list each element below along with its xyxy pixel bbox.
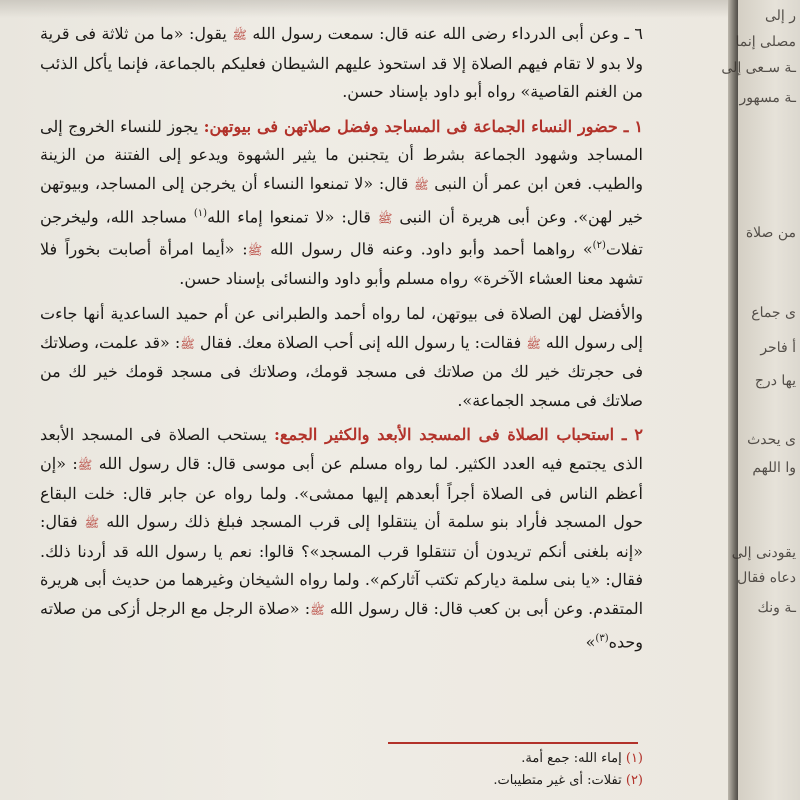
adjacent-text-fragment: ى يحدث [747, 432, 796, 448]
paragraph-afdal [40, 300, 643, 415]
saw-symbol: ﷺ [84, 516, 100, 531]
text-run: : «أيما امرأة أصابت بخوراً فلا تشهد معنا العشاء الآخرة» رواه مسلم وأبو داود والنسائى بإسناد حسن. [40, 239, 643, 289]
adjacent-text-fragment: يها درج [754, 373, 796, 389]
text-run: يستحب الصلاة فى المسجد الأبعد الذى يجتمع فيه العدد الكثير. لما رواه مسلم عن أبى موسى قال: قال رسول الله [40, 425, 643, 473]
text-run: ٦ ـ وعن أبى الدرداء رضى الله عنه قال: سمعت رسول الله [252, 24, 643, 43]
footnote-divider [388, 742, 638, 744]
main-text [40, 20, 643, 656]
adjacent-text-fragment: دعاه فقال [737, 570, 796, 586]
text-run: قال: «لا تمنعوا إماء الله [207, 206, 371, 226]
text-run: » [585, 631, 596, 651]
adjacent-text-fragment: ـة سـعى إلى [721, 60, 796, 76]
footnote-number: (١) [625, 751, 643, 766]
adjacent-text-fragment: يقودنى إلى [731, 545, 796, 561]
footnote-ref-1[interactable]: (١) [193, 207, 208, 219]
saw-symbol: ﷺ [232, 28, 247, 42]
adjacent-text-fragment: ـة ونك [757, 600, 796, 616]
saw-symbol: ﷺ [414, 177, 429, 192]
saw-symbol: ﷺ [77, 457, 93, 472]
text-run: : «قد علمت، وصلاتك فى حجرتك خير لك من صلاتك فى مسجد قومك، وصلاتك فى مسجد قومك خير لك من صلاتك فى مسجد الجماعة». [40, 332, 643, 410]
footnote-text: إماء الله: جمع أمة. [521, 751, 622, 766]
footnote-number: (٢) [625, 773, 643, 788]
top-shadow [0, 0, 735, 18]
saw-symbol: ﷺ [310, 602, 325, 617]
text-run: فقال: «إنه بلغنى أنكم تريدون أن تنتقلوا قرب المسجد»؟ قالوا: نعم يا رسول الله قد أردنا ذلك. فقال: «يا بنى سلمة دياركم تكتب آثاركم». ولما رواه الشيخان وغيرهما من حديث أبى هريرة المتقدم. وعن أبى بن كعب قال: قال رسول الله [40, 512, 644, 618]
footnote-ref-2[interactable]: (٢) [592, 240, 606, 252]
paragraph-section-1 [40, 113, 643, 294]
text-run: مساجد الله، وليخرجن تفلات [40, 206, 643, 259]
text-run: » رواهما أحمد وأبو داود. وعنه قال رسول الله [270, 239, 593, 259]
saw-symbol: ﷺ [526, 336, 541, 351]
saw-symbol: ﷺ [247, 243, 263, 258]
text-run: فقالت: يا رسول الله إنى أحب الصلاة معك. فقال [199, 332, 522, 352]
adjacent-text-fragment: وا اللهم [752, 460, 796, 476]
adjacent-text-fragment: من صلاة [745, 225, 796, 241]
text-run: والأفضل لهن الصلاة فى بيوتهن، لما رواه أحمد والطبرانى عن أم حميد الساعدية أنها جاءت إلى رسول الله [40, 304, 643, 352]
footnote-2 [493, 770, 643, 792]
footnote-1 [493, 748, 643, 770]
text-run: قال: «لا تمنعوا النساء أن يخرجن إلى المساجد، وبيوتهن خير لهن». وعن أبى هريرة أن النبى [40, 173, 643, 226]
saw-symbol: ﷺ [180, 336, 195, 351]
paragraph-section-2 [40, 421, 643, 656]
text-run: : «صلاة الرجل مع الرجل أزكى من صلاته وحده [40, 598, 643, 651]
text-run: يقول: «ما من ثلاثة فى قرية ولا بدو لا تقام فيهم الصلاة إلا قد استحوذ عليهم الشيطان فعليكم بالجماعة، فإنما يأكل الذئب من الغنم القاصية» رواه أبو داود بإسناد حسن. [40, 24, 643, 102]
text-run: يجوز للنساء الخروج إلى المساجد وشهود الجماعة بشرط أن يتجنبن ما يثير الشهوة ويدعو إلى الفتنة من الزينة والطيب. فعن ابن عمر أن النبى [40, 116, 644, 193]
adjacent-page [721, 0, 800, 800]
adjacent-text-fragment: ر إلى [764, 8, 796, 24]
adjacent-text-fragment: ـة مسهور [739, 90, 796, 106]
saw-symbol: ﷺ [377, 210, 393, 225]
footnote-ref-3[interactable]: (٣) [595, 632, 609, 644]
footnotes [493, 748, 643, 792]
paragraph-hadith-6 [40, 20, 643, 107]
adjacent-text-fragment: ى جماع [751, 305, 796, 321]
section-heading-2: ٢ ـ استحباب الصلاة فى المسجد الأبعد والكثير الجمع: [274, 425, 643, 445]
section-heading-1: ١ ـ حضور النساء الجماعة فى المساجد وفضل صلاتهن فى بيوتهن: [203, 116, 644, 136]
adjacent-text-fragment: أ فاحر [760, 340, 796, 356]
text-run: : «إن أعظم الناس فى الصلاة أجراً أبعدهم إليها ممشى». ولما رواه عن جابر قال: خلت البقاع حول المسجد فأراد بنو سلمة أن ينتقلوا إلى قرب المسجد فبلغ ذلك رسول الله [40, 453, 643, 532]
footnote-text: تفلات: أى غير متطيبات. [493, 773, 622, 788]
adjacent-text-fragment: مصلى إنما [735, 34, 796, 50]
